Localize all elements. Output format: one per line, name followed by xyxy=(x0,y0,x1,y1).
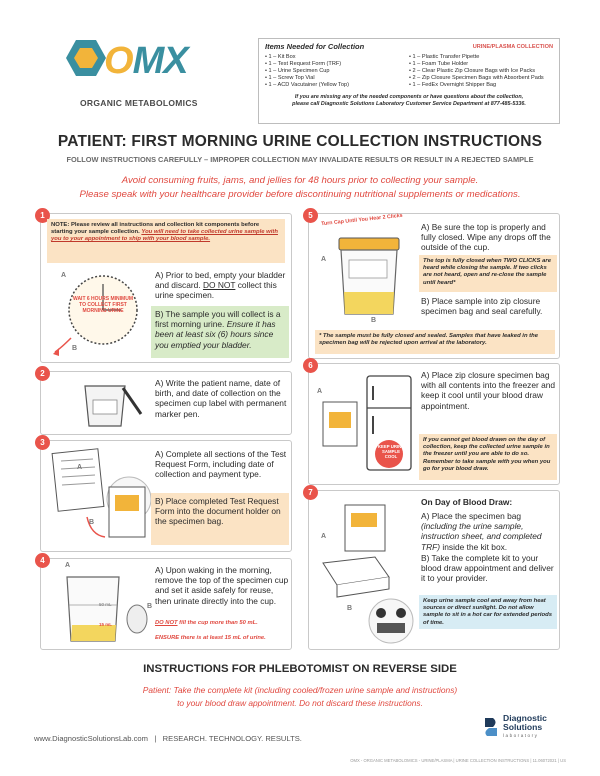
label-a: A xyxy=(317,388,323,395)
label-b: B xyxy=(72,345,78,352)
page-title: PATIENT: FIRST MORNING URINE COLLECTION INSTRUCTIONS xyxy=(57,133,543,150)
phlebotomist-notice: INSTRUCTIONS FOR PHLEBOTOMIST ON REVERSE SIDE xyxy=(143,663,457,675)
list-item: • 1 – Plastic Transfer Pipette xyxy=(409,54,480,60)
step-1-panel xyxy=(40,213,292,363)
step-1a-text: A) Prior to bed, empty your bladder and discard. DO NOT collect this urine specimen. xyxy=(155,270,286,301)
omx-logo xyxy=(64,38,214,118)
step-number: 4 xyxy=(35,553,50,568)
logo-wordmark: OMX xyxy=(104,40,188,82)
specimen-cup-icon xyxy=(79,378,145,430)
step-6-note: If you cannot get blood drawn on the day of collection, keep the collected urine sample in the freezer until you are able to do so. Remember to take sample with you when you go for your blood draw. xyxy=(419,434,557,480)
list-item: • 1 – Kit Box xyxy=(265,54,296,60)
list-item: • 2 – Zip Closure Specimen Bags with Absorbent Pads xyxy=(409,75,544,81)
page-subtitle: FOLLOW INSTRUCTIONS CAREFULLY – IMPROPER COLLECTION MAY INVALIDATE RESULTS OR RESULT IN A REJECTED SAMPLE xyxy=(66,155,534,164)
mark-15ml: 15 mL xyxy=(99,622,113,627)
items-contact-note: If you are missing any of the needed components or have questions about the collection, please call Diagnostic Solutions Laboratory Customer Service Department at 877-485-5336. xyxy=(292,94,526,107)
step-4-warning-max: DO NOT fill the cup more than 50 mL. xyxy=(155,620,258,626)
collection-type-tag: URINE/PLASMA COLLECTION xyxy=(472,44,553,50)
step-number: 2 xyxy=(35,366,50,381)
step-7a-text: A) Place the specimen bag (including the urine sample, instruction sheet, and completed TRF) inside the kit box. xyxy=(421,511,542,552)
list-item: • 1 – ACD Vacutainer (Yellow Top) xyxy=(265,82,349,88)
cap-instruction-arc: Turn Cap Until You Hear 2 Clicks xyxy=(320,212,403,228)
step-5-footnote: * The sample must be fully closed and sealed. Samples that have leaked in the specimen bag will be rejected upon arrival at the laboratory. xyxy=(315,330,555,354)
step-5-note: The top is fully closed when TWO CLICKS are heard while closing the sample. If two clicks are not heard, open and re-close the sample until heard* xyxy=(419,255,557,292)
step-number: 7 xyxy=(303,485,318,500)
label-a: A xyxy=(321,533,327,540)
step-3-panel xyxy=(40,440,292,552)
step-number: 3 xyxy=(35,435,50,450)
items-needed-box xyxy=(258,38,560,124)
step-7-note: Keep urine sample cool and away from heat sources or direct sunlight. Do not allow sample to sit in a hot car for extended periods of time. xyxy=(419,595,557,629)
step-6-panel xyxy=(308,363,560,485)
list-item: • 2 – Clear Plastic Zip Closure Bags with Ice Packs xyxy=(409,68,536,74)
diet-warning: Avoid consuming fruits, jams, and jellies for 48 hours prior to collecting your sample. Please speak with your healthcare provider before discontinuing nutritional supplements or medications. xyxy=(79,175,521,200)
clock-caption: WAIT 6 HOURS MINIMUM TO COLLECT FIRST MORNING URINE xyxy=(73,296,133,314)
step-4-panel xyxy=(40,558,292,650)
diagnostic-solutions-logo: Diagnostic Solutions laboratory xyxy=(483,714,573,746)
step-number: 5 xyxy=(303,208,318,223)
ds-mark-icon xyxy=(483,716,499,738)
step-1-note: NOTE: Please review all instructions and collection kit components before starting your sample collection. You will need to take collected urine sample with you to your appointment to ship with your blood sample. xyxy=(47,219,285,263)
step-number: 6 xyxy=(303,358,318,373)
step-4-text: A) Upon waking in the morning, remove the top of the specimen cup and set it aside safely for reuse, then urinate directly into the cup. xyxy=(155,565,289,606)
items-list-left xyxy=(265,54,409,89)
mark-50ml: 50 mL xyxy=(99,602,112,607)
items-title: Items Needed for Collection xyxy=(265,42,365,51)
label-a: A xyxy=(65,562,71,569)
step-2-text: A) Write the patient name, date of birth, and date of collection on the specimen cup label with permanent marker pen. xyxy=(155,378,287,419)
label-b: B xyxy=(89,519,95,526)
step-5a-text: A) Be sure the top is properly and fully closed. Wipe any drops off the outside of the cup. xyxy=(421,222,551,253)
test-request-form-icon xyxy=(47,445,153,549)
patient-reminder: Patient: Take the complete kit (including cooled/frozen urine sample and instructions) to your blood draw appointment. Do not discard these instructions. xyxy=(142,685,458,708)
label-a: A xyxy=(77,464,83,471)
step-3b-note: B) Place completed Test Request Form into the document holder on the specimen bag. xyxy=(151,493,289,545)
step-2-panel xyxy=(40,371,292,435)
step-7-panel xyxy=(308,490,560,650)
label-b: B xyxy=(147,603,153,610)
step-number: 1 xyxy=(35,208,50,223)
step-5-panel xyxy=(308,213,560,359)
slogan: RESEARCH. TECHNOLOGY. RESULTS. xyxy=(162,734,302,743)
urine-cup-icon xyxy=(51,567,151,647)
step-3a-text: A) Complete all sections of the Test Request Form, including date of collection and payment type. xyxy=(155,449,287,480)
kit-box-icon xyxy=(315,501,421,645)
footer-website-slogan: www.DiagnosticSolutionsLab.com | RESEARCH. TECHNOLOGY. RESULTS. xyxy=(34,734,302,743)
website-link[interactable]: www.DiagnosticSolutionsLab.com xyxy=(34,734,148,743)
freezer-icon xyxy=(317,372,423,482)
list-item: • 1 – Screw Top Vial xyxy=(265,75,315,81)
label-a: A xyxy=(321,256,327,263)
document-code: OMX - ORGANIC METABOLOMICS - URINE/PLASMA | URINE COLLECTION INSTRUCTIONS | 11.06072021 | US xyxy=(350,758,566,763)
label-b: B xyxy=(347,605,353,612)
label-b: B xyxy=(371,317,377,324)
step-7b-text: B) Take the complete kit to your blood draw appointment and deliver it to your provider. xyxy=(421,553,554,584)
label-a: A xyxy=(61,272,67,279)
step-4-warning-min: ENSURE there is at least 15 mL of urine. xyxy=(155,635,266,641)
list-item: • 1 – Foam Tube Holder xyxy=(409,61,469,67)
step-5b-text: B) Place sample into zip closure specimen bag and seal carefully. xyxy=(421,296,543,317)
logo-tagline: ORGANIC METABOLOMICS xyxy=(80,98,198,108)
list-item: • 1 – Urine Specimen Cup xyxy=(265,68,330,74)
closed-cup-icon xyxy=(321,226,421,324)
list-item: • 1 – Test Request Form (TRF) xyxy=(265,61,342,67)
list-item: • 1 – FedEx Overnight Shipper Bag xyxy=(409,82,497,88)
step-7-heading: On Day of Blood Draw: xyxy=(421,497,513,507)
items-list-right xyxy=(409,54,553,89)
step-1b-note: B) The sample you will collect is a first morning urine. Ensure it has been at least six (6) hours since you emptied your bladder. xyxy=(151,306,289,358)
keep-cool-badge: KEEP URINE SAMPLE COOL xyxy=(377,444,405,459)
step-6-text: A) Place zip closure specimen bag with all contents into the freezer and keep it cool until your blood draw appointment. xyxy=(421,370,556,411)
